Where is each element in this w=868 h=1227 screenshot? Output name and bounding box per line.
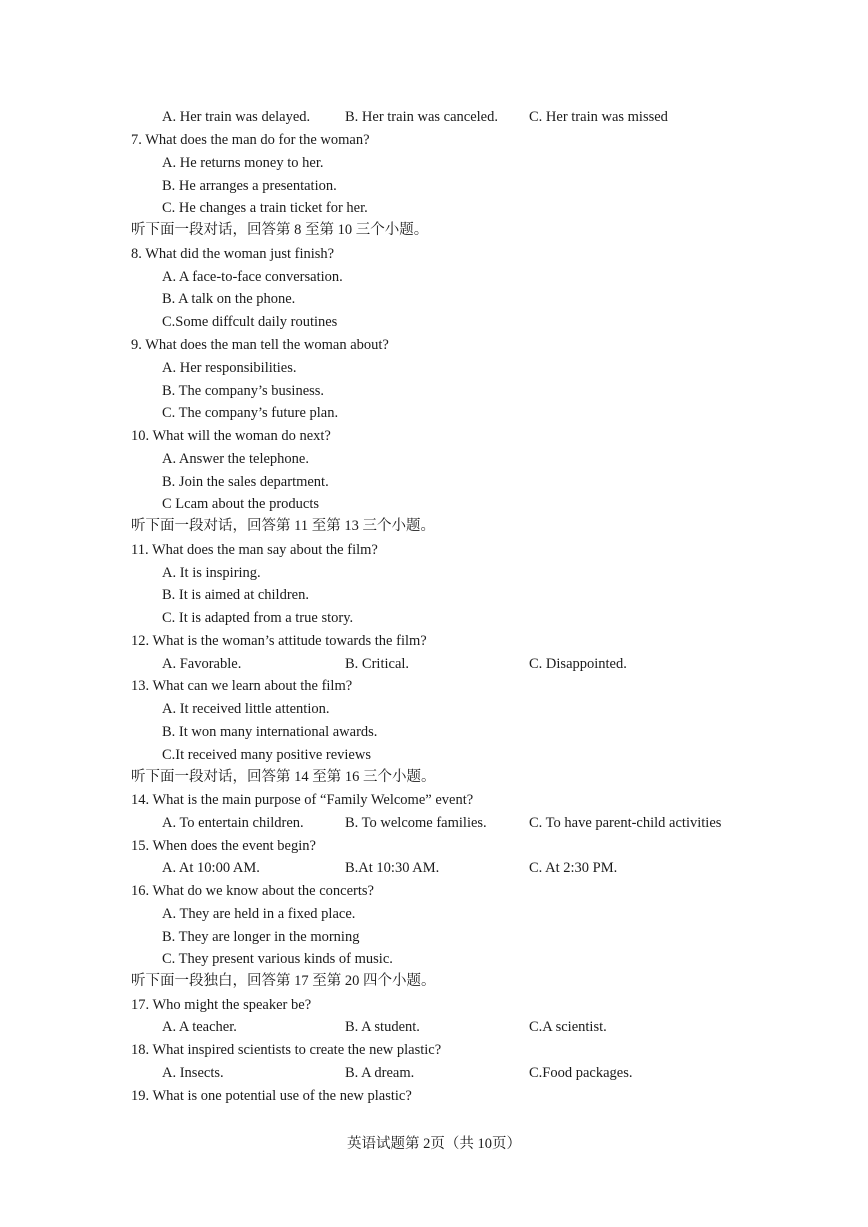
question-9: 9. What does the man tell the woman about?	[131, 337, 389, 353]
question-16: 16. What do we know about the concerts?	[131, 883, 374, 899]
q8-option-c: C.Some diffcult daily routines	[162, 314, 338, 330]
q16-option-a: A. They are held in a fixed place.	[162, 906, 356, 922]
page-footer: 英语试题第 2页（共 10页）	[347, 1136, 521, 1152]
option-b: B. Her train was canceled.	[345, 109, 498, 125]
q18-option-b: B. A dream.	[345, 1065, 415, 1081]
q9-option-c: C. The company’s future plan.	[162, 405, 339, 421]
q18-options-row	[162, 1062, 782, 1084]
q8-option-b: B. A talk on the phone.	[162, 291, 296, 307]
q13-option-c: C.It received many positive reviews	[162, 747, 371, 763]
q14-options-row	[162, 812, 782, 834]
option-a: A. Her train was delayed.	[162, 109, 311, 125]
q13-option-a: A. It received little attention.	[162, 701, 330, 717]
section-instruction: 听下面一段对话，回答第 11 至第 13 三个小题。	[131, 518, 435, 534]
q17-option-c: C.A scientist.	[529, 1019, 607, 1035]
section-instruction: 听下面一段对话，回答第 14 至第 16 三个小题。	[131, 769, 436, 785]
q15-option-a: A. At 10:00 AM.	[162, 860, 260, 876]
option-c: C. Her train was missed	[529, 109, 668, 125]
q7-option-b: B. He arranges a presentation.	[162, 178, 337, 194]
q7-option-a: A. He returns money to her.	[162, 155, 324, 171]
question-17: 17. Who might the speaker be?	[131, 997, 312, 1013]
question-13: 13. What can we learn about the film?	[131, 678, 353, 694]
question-15: 15. When does the event begin?	[131, 838, 316, 854]
q11-option-b: B. It is aimed at children.	[162, 587, 309, 603]
q10-option-b: B. Join the sales department.	[162, 474, 329, 490]
q7-option-c: C. He changes a train ticket for her.	[162, 200, 368, 216]
question-12: 12. What is the woman’s attitude towards the film?	[131, 633, 427, 649]
q16-option-b: B. They are longer in the morning	[162, 929, 360, 945]
q15-options-row	[162, 857, 782, 879]
question-18: 18. What inspired scientists to create the new plastic?	[131, 1042, 442, 1058]
question-19: 19. What is one potential use of the new plastic?	[131, 1088, 412, 1104]
q17-option-b: B. A student.	[345, 1019, 420, 1035]
section-instruction: 听下面一段独白，回答第 17 至第 20 四个小题。	[131, 973, 436, 989]
q14-option-b: B. To welcome families.	[345, 815, 487, 831]
question-11: 11. What does the man say about the film?	[131, 542, 378, 558]
q9-option-a: A. Her responsibilities.	[162, 360, 297, 376]
q17-option-a: A. A teacher.	[162, 1019, 237, 1035]
q15-option-c: C. At 2:30 PM.	[529, 860, 618, 876]
q12-option-a: A. Favorable.	[162, 656, 242, 672]
q6-options-row	[162, 106, 782, 128]
q18-option-a: A. Insects.	[162, 1065, 224, 1081]
q12-option-b: B. Critical.	[345, 656, 410, 672]
question-8: 8. What did the woman just finish?	[131, 246, 335, 262]
question-10: 10. What will the woman do next?	[131, 428, 331, 444]
question-7: 7. What does the man do for the woman?	[131, 132, 370, 148]
q11-option-c: C. It is adapted from a true story.	[162, 610, 354, 626]
q13-option-b: B. It won many international awards.	[162, 724, 378, 740]
q9-option-b: B. The company’s business.	[162, 383, 325, 399]
q18-option-c: C.Food packages.	[529, 1065, 633, 1081]
q17-options-row	[162, 1016, 782, 1038]
section-instruction: 听下面一段对话，回答第 8 至第 10 三个小题。	[131, 222, 429, 238]
q10-option-c: C Lcam about the products	[162, 496, 320, 512]
q11-option-a: A. It is inspiring.	[162, 565, 261, 581]
q12-options-row	[162, 653, 782, 675]
q10-option-a: A. Answer the telephone.	[162, 451, 309, 467]
q8-option-a: A. A face-to-face conversation.	[162, 269, 343, 285]
q14-option-a: A. To entertain children.	[162, 815, 304, 831]
q15-option-b: B.At 10:30 AM.	[345, 860, 440, 876]
question-14: 14. What is the main purpose of “Family Welcome” event?	[131, 792, 474, 808]
q16-option-c: C. They present various kinds of music.	[162, 951, 393, 967]
q12-option-c: C. Disappointed.	[529, 656, 627, 672]
q14-option-c: C. To have parent-child activities	[529, 815, 722, 831]
